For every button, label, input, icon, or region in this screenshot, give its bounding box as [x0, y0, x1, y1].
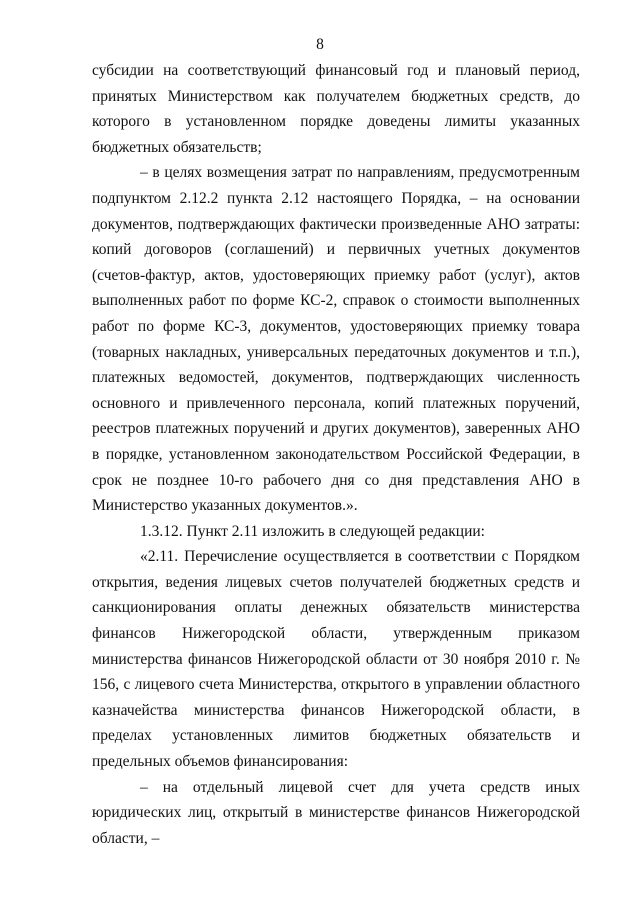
paragraph-clause-1-3-12: 1.3.12. Пункт 2.11 изложить в следующей редакции:	[140, 522, 485, 540]
paragraph-clause-2-11: «2.11. Перечисление осуществляется в соответствии с Порядком открытия, ведения лицевых счетов получателей бюджетных средств и санкционирования оплаты денежных обязательств министерства финансов Нижегородской области, утвержденным приказом министерства финансов Нижегородской области от 30 ноября 2010 г. № 156, с лицевого счета Министерства, открытого в управлении областного казначейства министерства финансов Нижегородской области, в пределах установленных лимитов бюджетных обязательств и предельных объемов финансирования:	[92, 548, 580, 771]
paragraph-continuation: субсидии на соответствующий финансовый год и плановый период, принятых Министерством как получателем бюджетных средств, до которого в установленном порядке доведены лимиты указанных бюджетных обязательств;	[92, 62, 580, 156]
document-body	[92, 58, 580, 851]
paragraph-separate-account: – на отдельный лицевой счет для учета средств иных юридических лиц, открытый в министерстве финансов Нижегородской области, –	[92, 778, 580, 847]
page-number: 8	[316, 36, 324, 53]
paragraph-reimbursement-costs: – в целях возмещения затрат по направлениям, предусмотренным подпунктом 2.12.2 пункта 2.12 настоящего Порядка, – на основании документов, подтверждающих фактически произведенные АНО затраты: копий договоров (соглашений) и первичных учетных документов (счетов-фактур, актов, удостоверяющих приемку работ (услуг), актов выполненных работ по форме КС-2, справок о стоимости выполненных работ по форме КС-3, документов, удостоверяющих приемку товара (товарных накладных, универсальных передаточных документов и т.п.), платежных ведомостей, документов, подтверждающих численность основного и привлеченного персонала, копий платежных поручений, реестров платежных поручений и других документов), заверенных АНО в порядке, установленном законодательством Российской Федерации, в срок не позднее 10-го рабочего дня со дня представления АНО в Министерство указанных документов.».	[92, 164, 580, 515]
